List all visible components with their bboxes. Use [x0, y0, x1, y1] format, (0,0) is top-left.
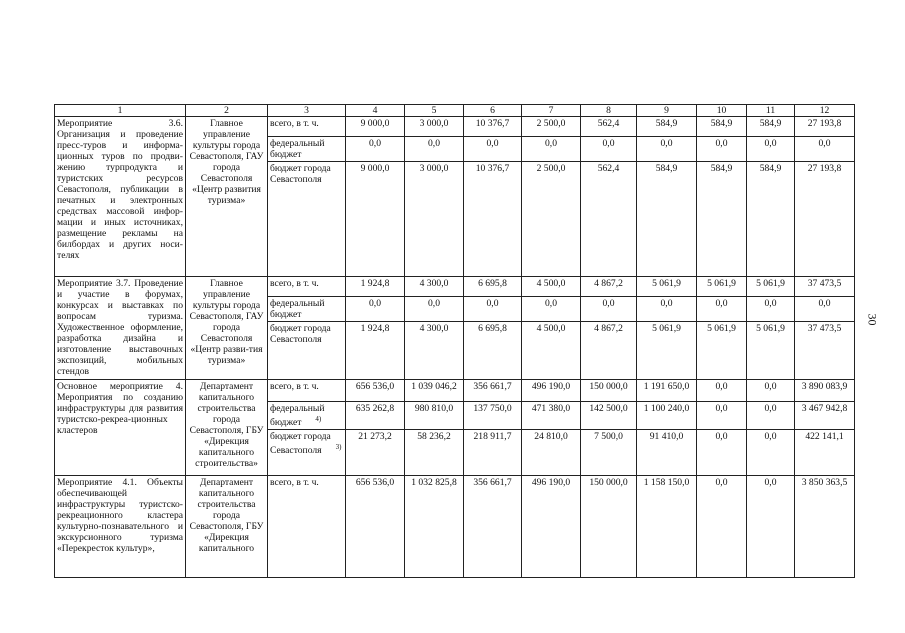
funding-source-label: всего, в т. ч. — [270, 381, 319, 392]
amount-cell: 0,0 — [795, 137, 855, 162]
amount-cell: 4 500,0 — [522, 277, 581, 297]
footnote-ref: 4) — [315, 415, 322, 423]
amount-cell: 980 810,0 — [405, 402, 464, 430]
amount-cell: 27 193,8 — [795, 117, 855, 137]
column-header: 9 — [637, 105, 697, 117]
amount-cell: 6 695,8 — [464, 322, 522, 380]
header-row — [55, 105, 855, 117]
amount-cell: 584,9 — [697, 162, 747, 277]
amount-cell: 2 500,0 — [522, 162, 581, 277]
amount-cell: 150 000,0 — [581, 476, 637, 578]
amount-cell: 5 061,9 — [637, 322, 697, 380]
amount-cell: 584,9 — [637, 117, 697, 137]
amount-cell: 5 061,9 — [747, 277, 795, 297]
amount-cell: 356 661,7 — [464, 380, 522, 402]
amount-cell: 0,0 — [522, 137, 581, 162]
amount-cell: 0,0 — [464, 137, 522, 162]
amount-cell: 5 061,9 — [747, 322, 795, 380]
amount-cell: 0,0 — [405, 297, 464, 322]
funding-source — [268, 380, 346, 402]
measure-name: Мероприятие 4.1. Объекты обеспечивающей инфраструктуры туристско-рекреационного кластера культурно-познавательного и экскурсионного туризма «Перекресток культур», — [55, 476, 186, 578]
amount-cell: 1 191 650,0 — [637, 380, 697, 402]
funding-source-label: всего, в т. ч. — [270, 118, 319, 129]
measure-name: Основное мероприятие 4. Мероприятия по созданию инфраструктуры для развития туристско-рекреа-ционных кластеров — [55, 380, 186, 476]
amount-cell: 0,0 — [697, 430, 747, 476]
amount-cell: 356 661,7 — [464, 476, 522, 578]
amount-cell: 137 750,0 — [464, 402, 522, 430]
funding-source — [268, 297, 346, 322]
amount-cell: 10 376,7 — [464, 162, 522, 277]
executor-name: Главное управление культуры города Севастополя, ГАУ города Севастополя «Центр развития туризма» — [186, 117, 268, 277]
measure-name: Мероприятие 3.6. Организация и проведение пресс-туров и информа-ционных туров по продви-жению турпродукта и туристских ресурсов Севастополя, публикации в печатных и электронных средствах массовой инфор-мации и иных источниках, размещение рекламы на билбордах и других носи-телях — [55, 117, 186, 277]
amount-cell: 9 000,0 — [346, 162, 405, 277]
amount-cell: 0,0 — [522, 297, 581, 322]
amount-cell: 3 467 942,8 — [795, 402, 855, 430]
funding-source-label: федеральный бюджет — [270, 138, 325, 160]
amount-cell: 142 500,0 — [581, 402, 637, 430]
page-number: 30 — [865, 313, 880, 326]
amount-cell: 0,0 — [405, 137, 464, 162]
column-header: 8 — [581, 105, 637, 117]
table-row — [55, 476, 855, 578]
amount-cell: 0,0 — [464, 297, 522, 322]
amount-cell: 6 695,8 — [464, 277, 522, 297]
amount-cell: 1 924,8 — [346, 322, 405, 380]
funding-source-label: федеральный бюджет — [270, 403, 325, 429]
amount-cell: 4 300,0 — [405, 322, 464, 380]
amount-cell: 0,0 — [581, 137, 637, 162]
amount-cell: 0,0 — [697, 297, 747, 322]
amount-cell: 0,0 — [697, 380, 747, 402]
amount-cell: 1 158 150,0 — [637, 476, 697, 578]
funding-source-label: бюджет города Севастополя — [270, 323, 331, 345]
amount-cell: 0,0 — [581, 297, 637, 322]
amount-cell: 0,0 — [637, 297, 697, 322]
amount-cell: 0,0 — [747, 137, 795, 162]
amount-cell: 150 000,0 — [581, 380, 637, 402]
amount-cell: 471 380,0 — [522, 402, 581, 430]
amount-cell: 656 536,0 — [346, 380, 405, 402]
amount-cell: 584,9 — [747, 162, 795, 277]
amount-cell: 656 536,0 — [346, 476, 405, 578]
funding-source — [268, 322, 346, 380]
measure-name: Мероприятие 3.7. Проведение и участие в форумах, конкурсах и выставках по вопросам туризма. Художественное оформление, разработка дизайна и изготовление выставочных экспозиций, мобильных стендов — [55, 277, 186, 380]
column-header: 5 — [405, 105, 464, 117]
column-header: 10 — [697, 105, 747, 117]
amount-cell: 1 924,8 — [346, 277, 405, 297]
amount-cell: 24 810,0 — [522, 430, 581, 476]
amount-cell: 10 376,7 — [464, 117, 522, 137]
amount-cell: 0,0 — [747, 380, 795, 402]
funding-source-label: бюджет города Севастополя — [270, 431, 331, 457]
amount-cell: 562,4 — [581, 117, 637, 137]
amount-cell: 37 473,5 — [795, 322, 855, 380]
amount-cell: 4 867,2 — [581, 322, 637, 380]
amount-cell: 0,0 — [346, 297, 405, 322]
column-header: 3 — [268, 105, 346, 117]
amount-cell: 562,4 — [581, 162, 637, 277]
amount-cell: 9 000,0 — [346, 117, 405, 137]
table-row — [55, 380, 855, 402]
amount-cell: 635 262,8 — [346, 402, 405, 430]
amount-cell: 58 236,2 — [405, 430, 464, 476]
amount-cell: 218 911,7 — [464, 430, 522, 476]
amount-cell: 584,9 — [747, 117, 795, 137]
amount-cell: 5 061,9 — [697, 277, 747, 297]
amount-cell: 4 300,0 — [405, 277, 464, 297]
funding-source-label: всего, в т. ч. — [270, 278, 319, 289]
amount-cell: 1 100 240,0 — [637, 402, 697, 430]
column-header: 2 — [186, 105, 268, 117]
amount-cell: 584,9 — [637, 162, 697, 277]
column-header: 1 — [55, 105, 186, 117]
amount-cell: 21 273,2 — [346, 430, 405, 476]
executor-name: Департамент капитального строительства города Севастополя, ГБУ «Дирекция капитального строительства» — [186, 380, 268, 476]
amount-cell: 1 039 046,2 — [405, 380, 464, 402]
amount-cell: 37 473,5 — [795, 277, 855, 297]
table-row — [55, 277, 855, 297]
funding-source — [268, 137, 346, 162]
funding-source-label: федеральный бюджет — [270, 298, 325, 320]
amount-cell: 0,0 — [697, 476, 747, 578]
amount-cell: 0,0 — [697, 402, 747, 430]
column-header: 4 — [346, 105, 405, 117]
amount-cell: 3 000,0 — [405, 162, 464, 277]
executor-name: Главное управление культуры города Севастополя, ГАУ города Севастополя «Центр разви-тия туризма» — [186, 277, 268, 380]
footnote-ref: 3) — [335, 443, 342, 452]
budget-table — [54, 104, 855, 578]
amount-cell: 3 000,0 — [405, 117, 464, 137]
amount-cell: 4 867,2 — [581, 277, 637, 297]
amount-cell: 1 032 825,8 — [405, 476, 464, 578]
funding-source — [268, 430, 346, 476]
amount-cell: 5 061,9 — [697, 322, 747, 380]
amount-cell: 27 193,8 — [795, 162, 855, 277]
amount-cell: 7 500,0 — [581, 430, 637, 476]
amount-cell: 3 850 363,5 — [795, 476, 855, 578]
column-header: 12 — [795, 105, 855, 117]
executor-name: Департамент капитального строительства города Севастополя, ГБУ «Дирекция капитального — [186, 476, 268, 578]
column-header: 6 — [464, 105, 522, 117]
amount-cell: 0,0 — [747, 476, 795, 578]
amount-cell: 496 190,0 — [522, 476, 581, 578]
amount-cell: 0,0 — [747, 297, 795, 322]
funding-source-label: всего, в т. ч. — [270, 477, 319, 489]
funding-source — [268, 402, 346, 430]
funding-source — [268, 117, 346, 137]
funding-source — [268, 162, 346, 277]
amount-cell: 4 500,0 — [522, 322, 581, 380]
amount-cell: 0,0 — [637, 137, 697, 162]
column-header: 7 — [522, 105, 581, 117]
funding-source-label: бюджет города Севастополя — [270, 163, 331, 185]
amount-cell: 422 141,1 — [795, 430, 855, 476]
amount-cell: 0,0 — [747, 402, 795, 430]
funding-source — [268, 476, 346, 578]
amount-cell: 0,0 — [747, 430, 795, 476]
amount-cell: 0,0 — [697, 137, 747, 162]
funding-source — [268, 277, 346, 297]
amount-cell: 2 500,0 — [522, 117, 581, 137]
column-header: 11 — [747, 105, 795, 117]
table-row — [55, 117, 855, 137]
amount-cell: 0,0 — [795, 297, 855, 322]
amount-cell: 496 190,0 — [522, 380, 581, 402]
amount-cell: 584,9 — [697, 117, 747, 137]
amount-cell: 5 061,9 — [637, 277, 697, 297]
amount-cell: 3 890 083,9 — [795, 380, 855, 402]
amount-cell: 91 410,0 — [637, 430, 697, 476]
amount-cell: 0,0 — [346, 137, 405, 162]
